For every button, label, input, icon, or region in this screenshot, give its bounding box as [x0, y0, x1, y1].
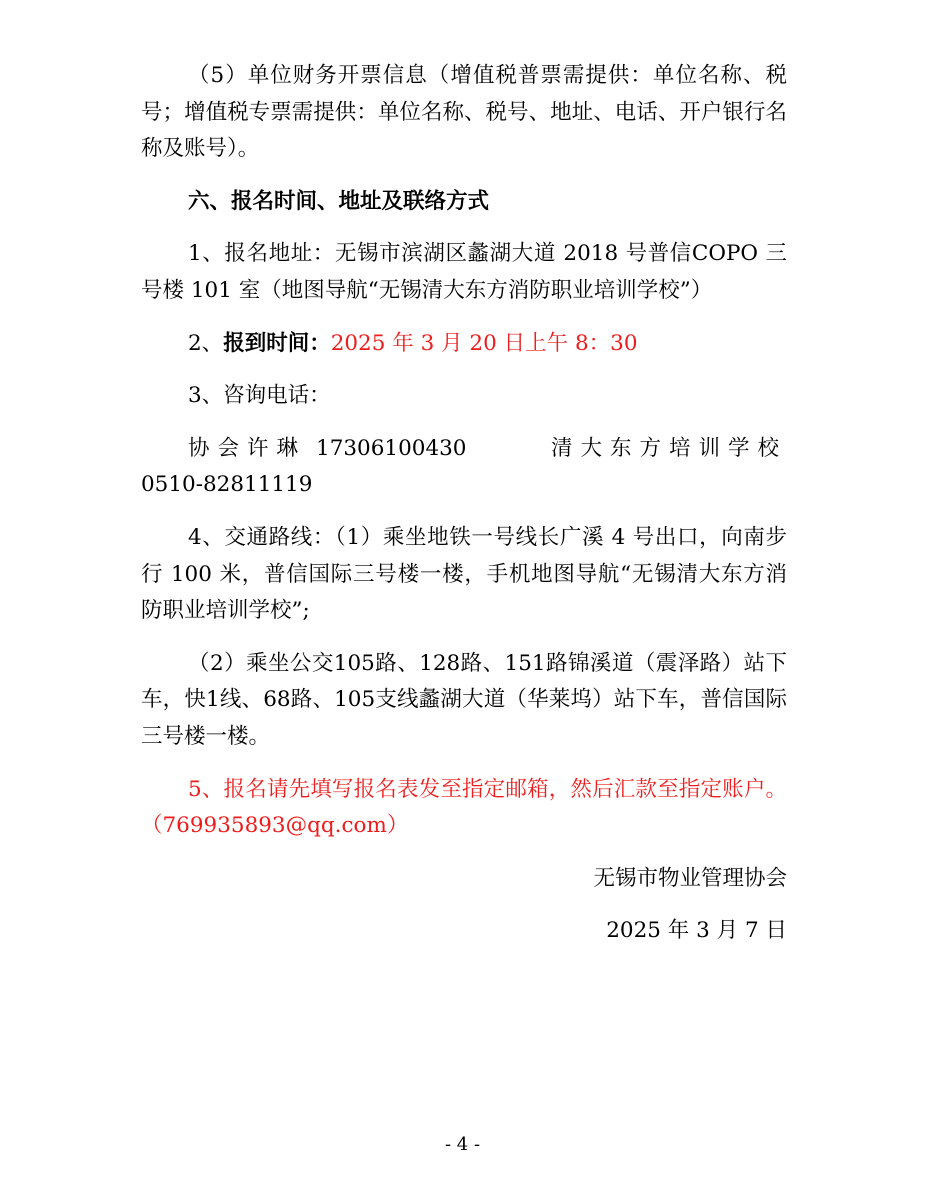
transport-route-1: 4、交通路线：（1）乘坐地铁一号线长广溪 4 号出口，向南步行 100 米，普信国际三号楼一楼，手机地图导航“无锡清大东方消防职业培训学校”;: [141, 524, 787, 624]
contact-school-phone: 0510-82811119: [141, 472, 313, 498]
registration-time-label: 报到时间：: [223, 330, 331, 356]
contact-association-phone: 17306100430: [316, 435, 467, 461]
contact-association: [188, 431, 466, 468]
registration-address-paragraph: 1、报名地址：无锡市滨湖区蠡湖大道 2018 号普信COPO 三号楼 101 室（地图导航“无锡清大东方消防职业培训学校”）: [141, 241, 787, 303]
document-body: [141, 58, 787, 966]
contact-school-name: 清大东方培训学校: [550, 435, 787, 461]
registration-time-value: 2025 年 3 月 20 日上午 8：30: [330, 330, 638, 356]
invoice-info-paragraph: （5）单位财务开票信息（增值税普票需提供：单位名称、税号；增值税专票需提供：单位名称、税号、地址、电话、开户银行名称及账号）。: [141, 63, 787, 162]
signature-date: 2025 年 3 月 7 日: [606, 918, 787, 944]
registration-time-paragraph: [141, 326, 787, 363]
section-six-heading: 六、报名时间、地址及联络方式: [188, 188, 490, 214]
contact-association-name: 协会许琳: [188, 435, 307, 461]
registration-notice: 5、报名请先填写报名表发至指定邮箱，然后汇款至指定账户。（769935893@qq.com）: [141, 776, 787, 839]
signature-org: 无锡市物业管理协会: [593, 865, 787, 891]
registration-time-prefix: 2、: [188, 330, 224, 356]
transport-route-2: （2）乘坐公交105路、128路、151路锦溪道（震泽路）站下车，快1线、68路、105支线蠡湖大道（华莱坞）站下车，普信国际三号楼一楼。: [141, 650, 787, 749]
page-number: - 4 -: [444, 1134, 481, 1155]
phone-title: 3、咨询电话：: [188, 383, 331, 409]
contact-row: [141, 431, 787, 468]
